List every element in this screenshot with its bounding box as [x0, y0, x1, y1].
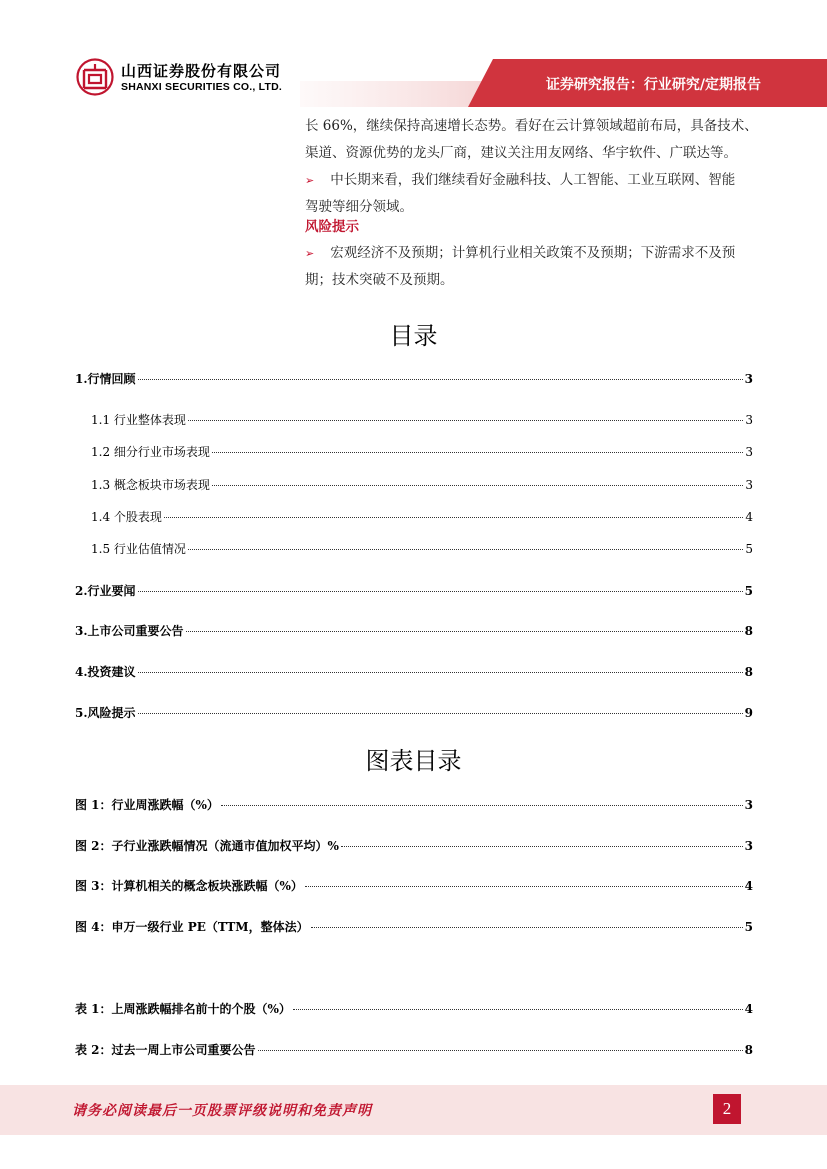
bullet-line	[305, 240, 775, 267]
toc-item[interactable]: 3.上市公司重要公告 8	[75, 624, 753, 638]
intro-line: 驾驶等细分领域。	[305, 199, 413, 215]
toc-item[interactable]: 1.2 细分行业市场表现 3	[91, 445, 753, 459]
toc-item[interactable]: 4.投资建议 8	[75, 665, 753, 679]
bullet-line	[305, 167, 775, 194]
risk-line: 期；技术突破不及预期。	[305, 272, 454, 288]
bullet-arrow-icon: ➢	[305, 174, 315, 187]
figure-item[interactable]: 图 1：行业周涨跌幅（%） 3	[75, 798, 753, 812]
risk-title: 风险提示	[305, 219, 359, 235]
table-item[interactable]: 表 2：过去一周上市公司重要公告 8	[75, 1043, 753, 1057]
figure-item[interactable]: 图 2：子行业涨跌幅情况（流通市值加权平均）% 3	[75, 839, 753, 853]
disclaimer-text: 请务必阅读最后一页股票评级说明和免责声明	[72, 1103, 372, 1119]
page-header	[0, 0, 827, 110]
toc-item[interactable]: 1.3 概念板块市场表现 3	[91, 478, 753, 492]
toc-item[interactable]: 1.行情回顾 3	[75, 372, 753, 386]
company-name-en: SHANXI SECURITIES CO., LTD.	[121, 81, 282, 93]
intro-line: 长 66%，继续保持高速增长态势。看好在云计算领域超前布局，具备技术、	[305, 118, 758, 134]
table-item[interactable]: 表 1：上周涨跌幅排名前十的个股（%） 4	[75, 1002, 753, 1016]
toc-item[interactable]: 1.4 个股表现 4	[91, 510, 753, 524]
intro-line: 渠道、资源优势的龙头厂商，建议关注用友网络、华宇软件、广联达等。	[305, 145, 737, 161]
toc-title: 目录	[389, 322, 438, 350]
page-number: 2	[713, 1094, 741, 1124]
company-name-cn: 山西证券股份有限公司	[121, 62, 282, 80]
toc-item[interactable]: 1.1 行业整体表现 3	[91, 413, 753, 427]
figure-item[interactable]: 图 3：计算机相关的概念板块涨跌幅（%） 4	[75, 879, 753, 893]
intro-paragraph	[305, 113, 775, 221]
bullet-text: 宏观经济不及预期；计算机行业相关政策不及预期；下游需求不及预	[330, 245, 736, 261]
company-logo-icon	[76, 58, 114, 96]
bullet-arrow-icon: ➢	[305, 247, 315, 260]
toc-item[interactable]: 5.风险提示 9	[75, 706, 753, 720]
figures-title: 图表目录	[365, 747, 462, 775]
report-type: 证券研究报告：行业研究/定期报告	[545, 77, 761, 93]
toc-item[interactable]: 1.5 行业估值情况 5	[91, 542, 753, 556]
figure-item[interactable]: 图 4：申万一级行业 PE（TTM，整体法） 5	[75, 920, 753, 934]
risk-paragraph	[305, 240, 775, 294]
toc-item[interactable]: 2.行业要闻 5	[75, 584, 753, 598]
bullet-text: 中长期来看，我们继续看好金融科技、人工智能、工业互联网、智能	[330, 172, 736, 188]
